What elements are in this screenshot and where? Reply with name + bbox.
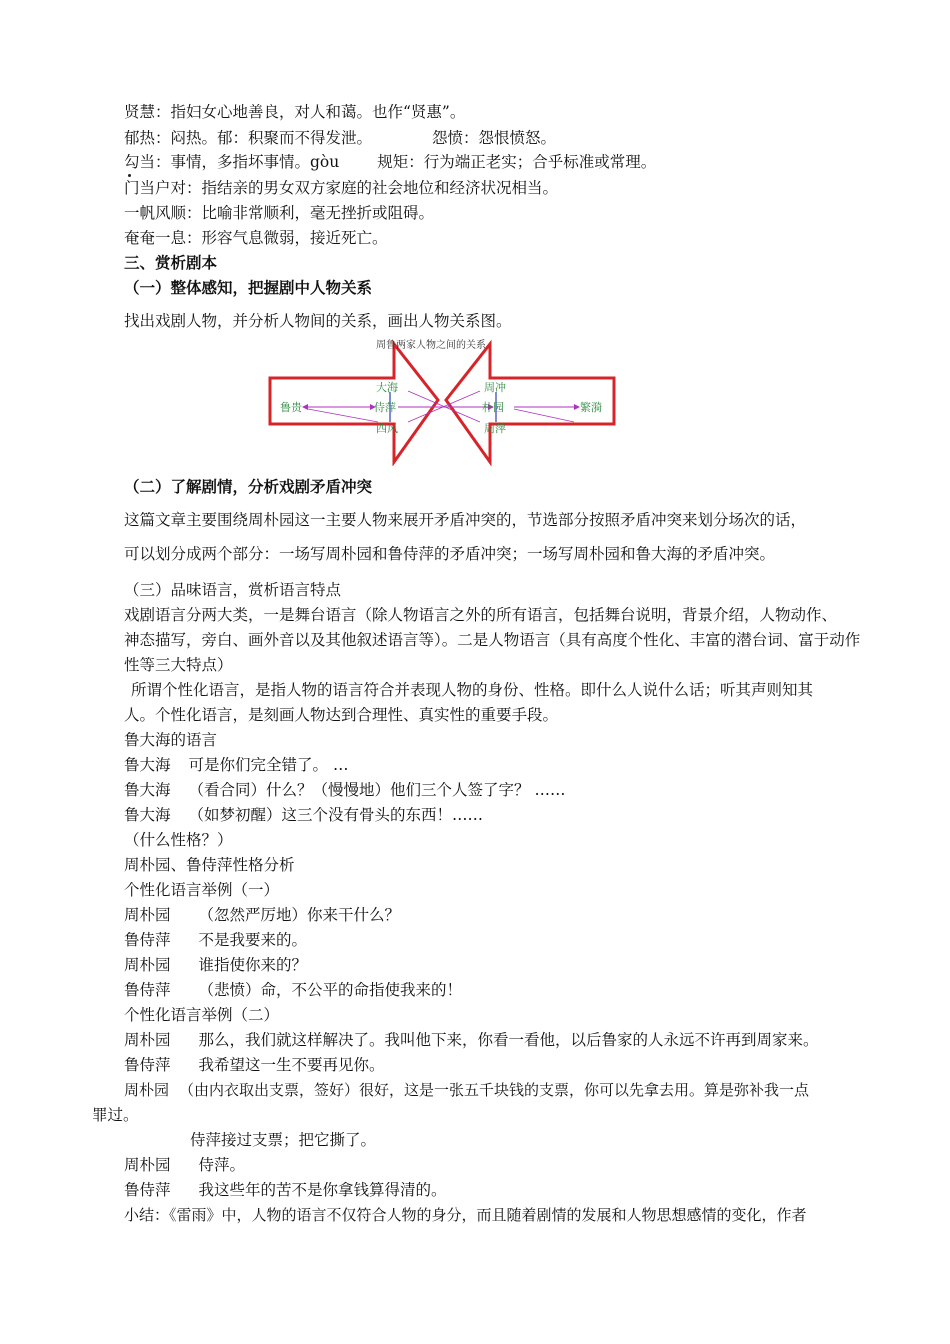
dialogue-line <box>124 1180 447 1200</box>
dialogue-line <box>124 955 307 975</box>
task-text: 找出戏剧人物，并分析人物间的关系，画出人物关系图。 <box>124 312 512 330</box>
speaker: 鲁大海的语言 <box>124 731 218 749</box>
node-zhouping: 周萍 <box>484 422 506 435</box>
speaker: 周朴园 <box>124 1081 170 1099</box>
node-lugui: 鲁贵 <box>280 401 302 414</box>
speech: 我这些年的苦不是你拿钱算得清的。 <box>198 1181 447 1199</box>
vocab-line <box>124 128 556 148</box>
speaker: 鲁侍萍 <box>124 931 171 949</box>
speech: （如梦初醒）这三个没有骨头的东西！…… <box>188 806 484 824</box>
dialogue-line <box>124 830 233 850</box>
speaker: 个性化语言举例（一） <box>124 881 280 899</box>
speaker: 周朴园 <box>124 956 171 974</box>
subsection-heading: （三）品味语言，赏析语言特点 <box>124 581 342 599</box>
dialogue-line <box>124 980 462 1000</box>
summary-line: 小结：《雷雨》中，人物的语言不仅符合人物的身分，而且随着剧情的发展和人物思想感情的变化，作者 <box>124 1206 807 1224</box>
vocab-line: 贤慧：指妇女心地善良，对人和蔼。也作“贤惠”。 <box>124 103 466 121</box>
paragraph-line: 性等三大特点） <box>124 656 233 674</box>
speaker: 鲁大海 <box>124 756 171 774</box>
dialogue-line <box>124 1080 809 1100</box>
speech: （悲愤）命，不公平的命指使我来的！ <box>198 981 463 999</box>
vocab-line <box>124 152 656 172</box>
paragraph-line: 人。个性化语言，是刻画人物达到合理性、真实性的重要手段。 <box>124 706 559 724</box>
speaker: 鲁侍萍 <box>124 1056 171 1074</box>
dialogue-line <box>124 730 217 750</box>
speech: 那么，我们就这样解决了。我叫他下来，你看一看他，以后鲁家的人永远不许再到周家来。 <box>198 1031 819 1049</box>
vocab-line: 一帆风顺：比喻非常顺利，毫无挫折或阻碍。 <box>124 204 435 222</box>
speech: 我希望这一生不要再见你。 <box>198 1056 385 1074</box>
node-sifeng: 四风 <box>376 422 398 435</box>
dialogue-line <box>124 905 400 925</box>
paragraph-line: 戏剧语言分两大类，一是舞台语言（除人物语言之外的所有语言，包括舞台说明，背景介绍，人物动作、 <box>124 606 838 624</box>
speech: （看合同）什么？（慢慢地）他们三个人签了字？ …… <box>188 781 566 799</box>
speech: 侍萍。 <box>198 1156 246 1174</box>
dialogue-line <box>124 805 483 825</box>
speaker: 鲁大海 <box>124 781 171 799</box>
dialogue-line <box>124 930 307 950</box>
vocab-entry: 规矩：行为端正老实；合乎标准或常理。 <box>377 153 657 171</box>
speaker: 鲁侍萍 <box>124 1181 171 1199</box>
speaker: 周朴园 <box>124 1156 171 1174</box>
paragraph-line: 所谓个性化语言，是指人物的语言符合并表现人物的身份、性格。即什么人说什么话；听其声则知其 <box>131 681 814 699</box>
section-heading: 三、赏析剧本 <box>124 254 218 272</box>
speech: （忽然严厉地）你来干什么？ <box>198 906 401 924</box>
speaker: 鲁大海 <box>124 806 171 824</box>
vocab-entry: 勾当：事情，多指坏事情。gòu <box>124 153 340 171</box>
dialogue-line <box>124 1055 385 1075</box>
vocab-entry: 怨愤：怨恨愤怒。 <box>432 129 557 147</box>
paragraph-line: 这篇文章主要围绕周朴园这一主要人物来展开矛盾冲突的，节选部分按照矛盾冲突来划分场次的话， <box>124 511 807 529</box>
speaker: 周朴园 <box>124 1031 171 1049</box>
dialogue-line <box>124 1005 279 1025</box>
paragraph-line: 可以划分成两个部分：一场写周朴园和鲁侍萍的矛盾冲突；一场写周朴园和鲁大海的矛盾冲突。 <box>124 545 776 563</box>
speaker: 周朴园 <box>124 906 171 924</box>
vocab-line: 奄奄一息：形容气息微弱，接近死亡。 <box>124 229 388 247</box>
speaker: 个性化语言举例（二） <box>124 1006 280 1024</box>
dialogue-line <box>124 1155 245 1175</box>
speech: （由内衣取出支票，签好）很好，这是一张五千块钱的支票，你可以先拿去用。算是弥补我一点 <box>179 1081 810 1099</box>
subsection-heading: （一）整体感知，把握剧中人物关系 <box>124 279 373 297</box>
vocab-line: 门当户对：指结亲的男女双方家庭的社会地位和经济状况相当。 <box>124 179 559 197</box>
node-shiping: 侍萍 <box>374 401 396 414</box>
node-dahai: 大海 <box>376 381 398 394</box>
dialogue-line <box>124 755 348 775</box>
stage-direction: 侍萍接过支票；把它撕了。 <box>190 1131 377 1149</box>
speech: 不是我要来的。 <box>198 931 308 949</box>
speaker: （什么性格？） <box>124 831 233 849</box>
speaker: 周朴园、鲁侍萍性格分析 <box>124 856 295 874</box>
vocab-entry: 郁热：闷热。郁：积聚而不得发泄。 <box>124 129 373 147</box>
node-zhouchong: 周冲 <box>484 381 506 394</box>
dialogue-line <box>124 1030 819 1050</box>
node-puyuan: 朴园 <box>482 401 504 414</box>
speech: 可是你们完全错了。 … <box>188 756 349 774</box>
relationship-diagram <box>258 338 626 466</box>
subsection-heading: （二）了解剧情，分析戏剧矛盾冲突 <box>124 478 373 496</box>
node-fanyi: 繁漪 <box>580 401 602 414</box>
stray-dot <box>128 174 131 177</box>
speaker: 鲁侍萍 <box>124 981 171 999</box>
dialogue-line <box>124 780 565 800</box>
paragraph-line: 神态描写，旁白、画外音以及其他叙述语言等）。二是人物语言（具有高度个性化、丰富的潜台词、富于动作 <box>124 631 861 649</box>
relationship-diagram-svg <box>258 338 626 466</box>
speech: 谁指使你来的？ <box>198 956 308 974</box>
dialogue-line <box>124 855 295 875</box>
dialogue-wrap: 罪过。 <box>92 1106 139 1124</box>
dialogue-line <box>124 880 279 900</box>
diagram-title: 周鲁两家人物之间的关系 <box>376 340 486 351</box>
